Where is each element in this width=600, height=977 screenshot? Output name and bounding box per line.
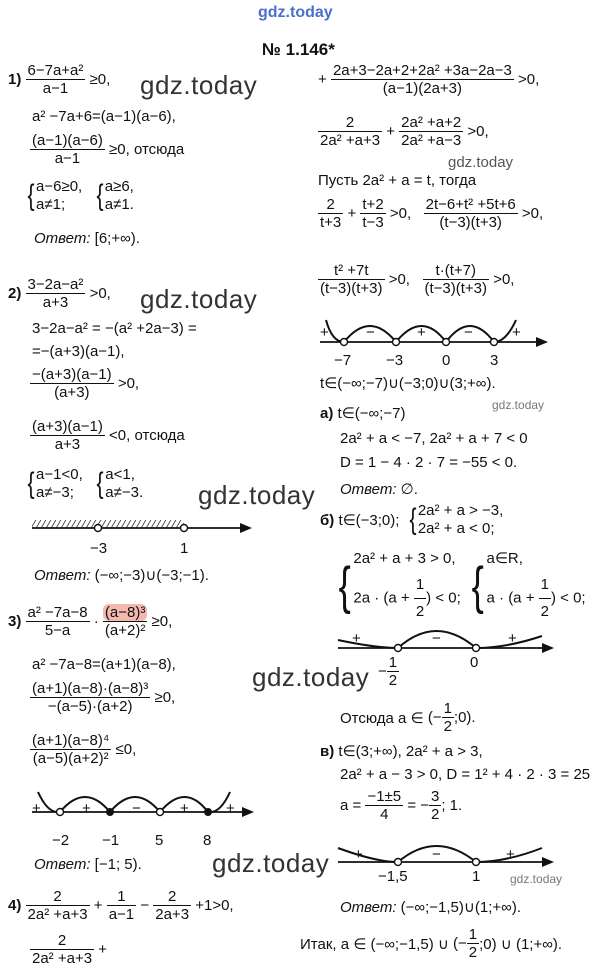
case-b-system: { 2a² + a + 3 > 0, 2a · (a + $\frac{1}{2}$ ) < 0; { a∈R, a · (a + $\frac{1}{2}$ ) < 0; <box>336 546 586 625</box>
axis-label: 1 <box>180 540 189 557</box>
interval-sign: − <box>432 630 441 647</box>
interval-sign: + <box>506 846 515 863</box>
interval-sign: − <box>432 846 441 863</box>
case-c-number-line <box>336 832 566 872</box>
case-a-header: а) t∈(−∞;−7) <box>320 405 406 422</box>
final-answer: Итак, a ∈ (−∞;−1,5) ∪ (− $\frac{1}{2}$ ;0) ∪ (1;+∞). <box>300 926 563 961</box>
axis-label: − $\frac{1}{2}$ <box>378 654 398 689</box>
substitution: Пусть 2a² + a = t, тогда <box>318 172 477 189</box>
interval-sign: + <box>82 800 91 817</box>
axis-label: 0 <box>470 654 479 671</box>
axis-label: −3 <box>386 352 404 369</box>
problem-1-step: $\frac{(a-1)(a-6)}{a-1}$ ≥0, отсюда <box>32 132 185 167</box>
problem-2-line1: 3−2a−a² = −(a² +2a−3) = <box>32 320 197 337</box>
case-b-header: б) t∈(−3;0); { 2a² + a > −3, 2a² + a < 0; <box>320 502 504 537</box>
case-c-header: в) t∈(3;+∞), 2a² + a > 3, <box>320 743 483 760</box>
problem-3-step2: $\frac{\text{(a+1)(a−8)⁴}}{\text{(a−5)(a+2)²}}$ ≤0, <box>32 732 137 767</box>
problem-2-answer: Ответ: (−∞;−3)∪(−3;−1). <box>34 567 209 584</box>
axis-label: −1 <box>102 832 120 849</box>
watermark: gdz.today <box>198 480 316 510</box>
t-number-line <box>318 312 558 352</box>
interval-sign: + <box>352 630 361 647</box>
watermark: gdz.today <box>510 872 563 886</box>
watermark: gdz.today <box>448 154 514 171</box>
case-a-answer: Ответ: ∅. <box>340 481 418 498</box>
problem-1-answer: Ответ: [6;+∞). <box>34 230 140 247</box>
problem-3-factorization: a² −7a−8=(a+1)(a−8), <box>32 656 176 673</box>
interval-sign: + <box>354 846 363 863</box>
watermark: gdz.today <box>212 848 330 878</box>
axis-label: 3 <box>490 352 499 369</box>
problem-title: № 1.146* <box>262 40 335 59</box>
problem-1-inequality: 1) $\frac{\text{6−7a+a²}}{a-1}$ ≥0, <box>8 62 111 97</box>
open-point <box>181 525 188 532</box>
problem-2-number-line <box>30 512 260 542</box>
interval-sign: − <box>464 324 473 341</box>
case-a-line1: 2a² + a < −7, 2a² + a + 7 < 0 <box>340 430 528 447</box>
axis-label: 5 <box>155 832 164 849</box>
axis-label: 1 <box>472 868 481 885</box>
interval-sign: + <box>180 800 189 817</box>
axis-label: −7 <box>334 352 352 369</box>
problem-3-inequality: 3) $\frac{\text{a² −7a−8}}{5-a}$ · $\frac{\text{(a−8)³}}{\text{(a+2)²}}$ ≥0, <box>8 604 173 639</box>
right-step2: $\frac{2}{\text{2a² +a+3}}$ + $\frac{\text{2a² +a+2}}{\text{2a² +a−3}}$ >0, <box>320 114 489 149</box>
interval-sign: + <box>417 324 426 341</box>
interval-sign: + <box>508 630 517 647</box>
problem-1-factorization: a² −7a+6=(a−1)(a−6), <box>32 108 176 125</box>
case-b-result: Отсюда a ∈ (− $\frac{1}{2}$ ;0). <box>340 700 476 735</box>
problem-1-system: { a−6≥0, a≠1; { a≥6, a≠1. <box>27 178 134 213</box>
interval-sign: − <box>132 800 141 817</box>
right-step4: $\frac{\text{t² +7t}}{(t-3)(t+3)}$ >0, $\frac{t\cdot(t+7)}{(t-3)(t+3)}$ >0, <box>320 262 515 297</box>
right-step3: $\frac{2}{t+3}$ + $\frac{t+2}{t-3}$ >0, $\frac{\text{2t−6+t² +5t+6}}{(t-3)(t+3)}$ >0, <box>320 196 544 231</box>
hatched-region <box>32 520 184 528</box>
axis-label: −2 <box>52 832 70 849</box>
watermark: gdz.today <box>140 70 258 100</box>
interval-sign: − <box>366 324 375 341</box>
case-c-roots: a = $\frac{-1\pm 5}{4}$ = − $\frac{3}{2}$ ; 1. <box>340 788 463 823</box>
axis-label: 0 <box>442 352 451 369</box>
watermark: gdz.today <box>252 662 370 692</box>
open-point <box>95 525 102 532</box>
site-header-logo: gdz.today <box>258 4 333 21</box>
watermark: gdz.today <box>492 398 545 412</box>
case-a-line2: D = 1 − 4 · 2 · 7 = −55 < 0. <box>340 454 518 471</box>
interval-sign: + <box>226 800 235 817</box>
case-c-answer: Ответ: (−∞;−1,5)∪(1;+∞). <box>340 899 521 916</box>
problem-3-step1: $\frac{\text{(a+1)(a−8)·(a−8)³}}{-(a-5)\cdot(a+2)}$ ≥0, <box>32 680 176 715</box>
axis-label: −3 <box>90 540 108 557</box>
problem-2-step1: $\frac{-(a+3)(a-1)}{(a+3)}$ >0, <box>32 366 140 401</box>
axis-label: −1,5 <box>378 868 408 885</box>
problem-4-inequality: 4) $\frac{2}{\text{2a² +a+3}}$ + $\frac{1}{a-1}$ − $\frac{2}{2a+3}$ +1>0, <box>8 888 234 923</box>
problem-4-continued: $\frac{2}{\text{2a² +a+3}}$ + <box>32 932 107 967</box>
problem-3-answer: Ответ: [−1; 5). <box>34 856 142 873</box>
axis-label: 8 <box>203 832 212 849</box>
problem-2-inequality: 2) $\frac{\text{3−2a−a²}}{a+3}$ >0, <box>8 276 111 311</box>
problem-2-system: { a−1<0, a≠−3; { a<1, a≠−3. <box>27 466 144 501</box>
interval-sign: + <box>32 800 41 817</box>
interval-sign: + <box>320 324 329 341</box>
case-c-line1: 2a² + a − 3 > 0, D = 1² + 4 · 2 · 3 = 25 <box>340 766 591 783</box>
interval-sign: + <box>512 324 521 341</box>
problem-2-step2: $\frac{(a+3)(a-1)}{a+3}$ <0, отсюда <box>32 418 185 453</box>
problem-2-line2: =−(a+3)(a−1), <box>32 343 125 360</box>
right-step1: + $\frac{\text{2a+3−2a+2+2a² +3a−2a−3}}{(a-1)(2a+3)}$ >0, <box>318 62 540 97</box>
watermark: gdz.today <box>140 284 258 314</box>
t-solution-set: t∈(−∞;−7)∪(−3;0)∪(3;+∞). <box>320 375 496 392</box>
case-b-number-line <box>336 618 566 658</box>
